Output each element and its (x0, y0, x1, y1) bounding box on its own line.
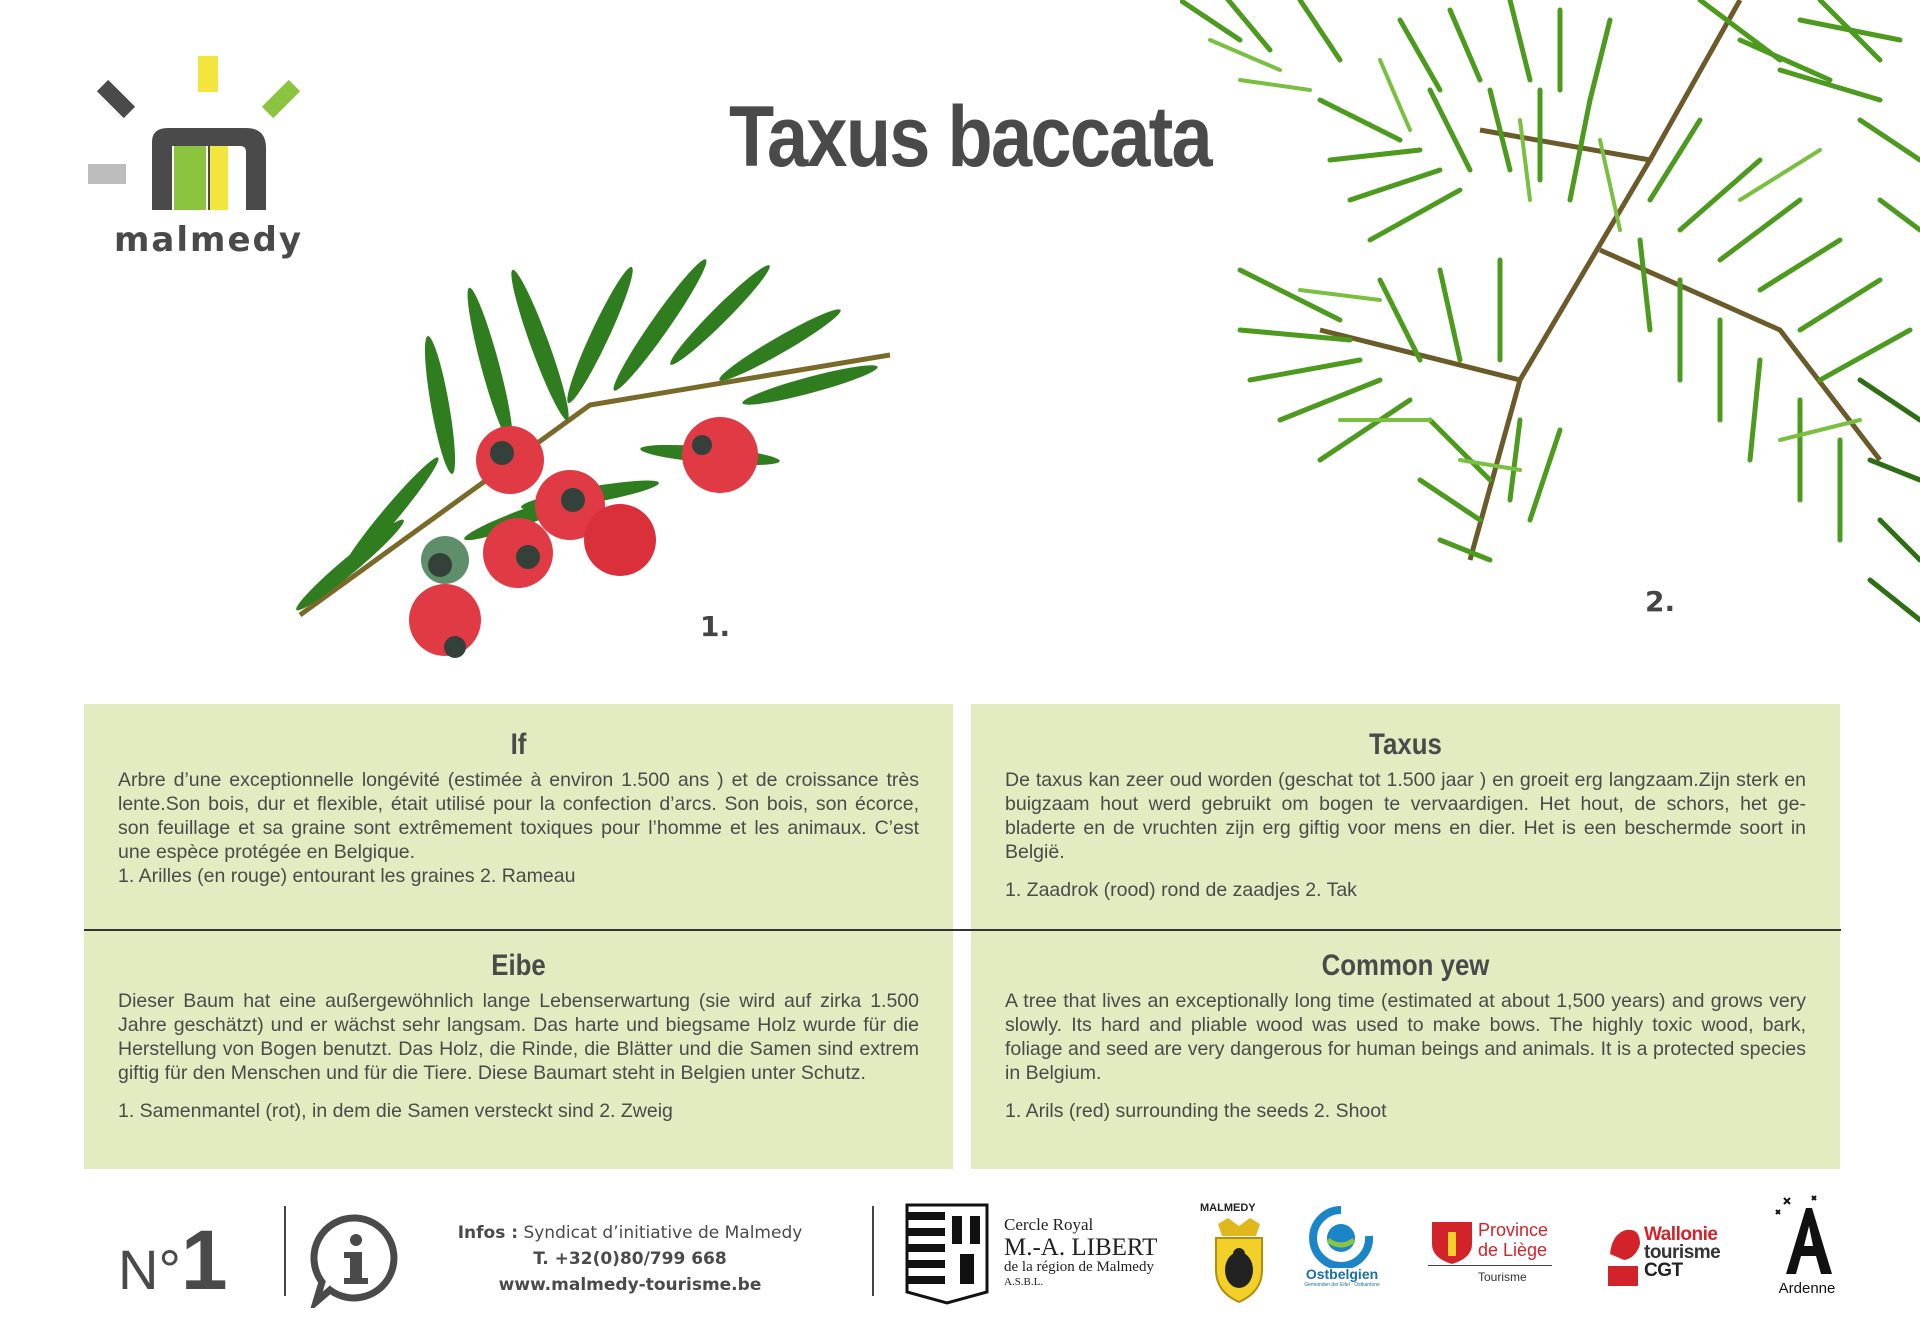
wallonie-line3: CGT (1644, 1260, 1683, 1281)
footer-divider-right (872, 1206, 874, 1296)
info-icon (308, 1212, 404, 1308)
sign-number-value: 1 (180, 1213, 228, 1307)
libert-shield-icon (904, 1202, 990, 1306)
ostbelgien-label: Ostbelgien (1305, 1266, 1379, 1282)
ardenne-label: Ardenne (1778, 1280, 1836, 1297)
panel-english-body: A tree that lives an exceptionally long time (estimated at about 1,500 years) and grows very slowly. Its hard and pliable wood was used to make bows. The highly toxic wood, bark, foliage and seed are very dangerous for human beings and animals. It is a protected species in Belgium. (1005, 990, 1806, 1084)
panel-english (971, 931, 1840, 1169)
sign-number-prefix: N° (118, 1238, 181, 1301)
ostbelgien-sub: Gemeinden der Eifel · Ostkantone (1304, 1282, 1380, 1288)
panel-english-caption: 1. Arils (red) surrounding the seeds 2. Shoot (1005, 1100, 1387, 1122)
panel-french (84, 704, 953, 929)
libert-line1: Cercle Royal (1004, 1215, 1094, 1234)
libert-logo-text (1004, 1216, 1157, 1288)
ardenne-logo-icon (1772, 1194, 1842, 1284)
panel-dutch-body: De taxus kan zeer oud worden (geschat tot 1.500 jaar ) en groeit erg langzaam.Zijn sterk en buigzaam hout werd gebruikt om bogen te vervaardigen. Het hout, de schors, het ge-bladerte en de vruchten zijn erg giftig voor mens en dier. Het is een beschermde soort in België. (1005, 769, 1806, 863)
ostbelgien-logo-icon (1308, 1206, 1374, 1268)
sign-number (118, 1212, 228, 1309)
yew-branch-icon (1180, 0, 1920, 680)
panel-dutch-heading: Taxus (1369, 728, 1442, 761)
malmedy-logo-text: malmedy (114, 220, 304, 260)
panel-german-heading: Eibe (491, 949, 546, 982)
info-org: Syndicat d’initiative de Malmedy (523, 1223, 803, 1243)
wallonie-line1: Wallonie (1644, 1224, 1718, 1245)
malmedy-logo-mark-icon (88, 52, 308, 222)
photo-1-number: 1. (700, 610, 731, 643)
footer-divider-left (284, 1206, 286, 1296)
yew-berries-icon (290, 255, 910, 675)
liege-line1: Province (1478, 1220, 1549, 1240)
wallonie-text (1644, 1226, 1720, 1280)
liege-rule (1428, 1265, 1552, 1266)
province-liege-icon (1430, 1218, 1474, 1266)
libert-line4: A.S.B.L. (1004, 1276, 1044, 1288)
info-phone: T. +32(0)80/799 668 (533, 1249, 727, 1269)
liege-line2: de Liège (1478, 1240, 1548, 1260)
info-label: Infos : (457, 1223, 519, 1243)
libert-line3: de la région de Malmedy (1004, 1259, 1154, 1275)
page-title: Taxus baccata (729, 89, 1211, 185)
info-block (440, 1220, 820, 1298)
wallonie-rooster-icon (1606, 1224, 1644, 1288)
panel-french-body: Arbre d’une exceptionnelle longévité (estimée à environ 1.500 ans ) et de croissance très lente.Son bois, dur et flexible, était utilisé pour la confection d’arcs. Son bois, son écorce, son feuillage et sa graine sont extrêmement toxiques pour l’homme et les animaux. C’est une espèce protégée en Belgique. (118, 769, 919, 863)
province-liege-text (1478, 1220, 1548, 1260)
panel-german-caption: 1. Samenmantel (rot), in dem die Samen versteckt sind 2. Zweig (118, 1100, 673, 1122)
panel-english-heading: Common yew (1321, 949, 1490, 982)
photo-2-number: 2. (1645, 585, 1676, 618)
malmedy-crest-label: MALMEDY (1200, 1202, 1256, 1214)
panel-divider (84, 929, 1841, 931)
liege-line3: Tourisme (1478, 1270, 1527, 1284)
malmedy-crest-icon (1208, 1218, 1270, 1304)
malmedy-logo (88, 52, 308, 272)
libert-line2: M.-A. LIBERT (1004, 1234, 1158, 1261)
info-website[interactable]: www.malmedy-tourisme.be (498, 1275, 762, 1295)
panel-german-body: Dieser Baum hat eine außergewöhnlich lange Lebenserwartung (sie wird auf zirka 1.500 Jahre geschätzt) und er wächst sehr langsam. Das harte und biegsame Holz wurde für die Herstellung von Bogen benutzt. Das Holz, die Rinde, die Blätter und die Samen sind extrem giftig für den Menschen und für die Tiere. Diese Baumart steht in Belgien unter Schutz. (118, 990, 919, 1084)
panel-dutch (971, 704, 1840, 929)
panel-german (84, 931, 953, 1169)
panel-dutch-caption: 1. Zaadrok (rood) rond de zaadjes 2. Tak (1005, 879, 1357, 901)
wallonie-line2: tourisme (1644, 1242, 1721, 1263)
panel-french-heading: If (510, 728, 527, 761)
panel-french-caption: 1. Arilles (en rouge) entourant les graines 2. Rameau (118, 865, 576, 887)
ostbelgien-text (1300, 1266, 1384, 1288)
